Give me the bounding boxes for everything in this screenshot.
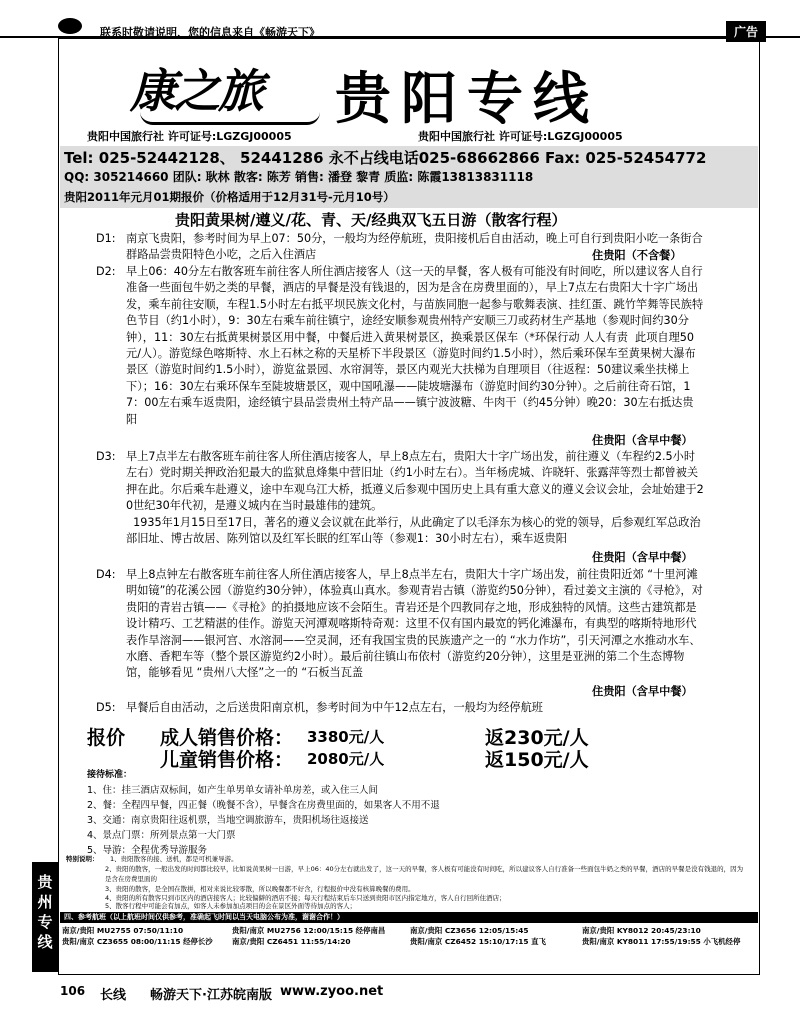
ad-tag: 广告 [726, 21, 766, 42]
flight-item: 南京/贵阳 MU2755 07:50/11:10 [62, 926, 184, 935]
flight-item: 贵阳/南京 CZ6452 15:10/17:15 直飞 [410, 937, 546, 946]
day-label: D1: [96, 232, 116, 245]
page-number: 106 [60, 984, 86, 998]
day-lodging: 住贵阳（含早中餐） [592, 434, 693, 447]
flight-item: 南京/贵阳 CZ6451 11:55/14:20 [232, 937, 351, 946]
tour-title: 贵阳黄果树/遵义/花、青、天/经典双飞五日游（散客行程） [175, 211, 567, 229]
day-lodging: 住贵阳（不含餐） [592, 249, 682, 262]
contact-staff: QQ: 305214660 团队: 耿林 散客: 陈芳 销售: 潘登 黎青 质监: 陈霞13813831118 [64, 170, 534, 184]
day-description: 早餐后自由活动，之后送贵阳南京机，参考时间为中午12点左右，一般均为经停航班 [126, 701, 543, 714]
standards-title: 接待标准： [87, 770, 133, 780]
section-side-tab: 贵州专线 [32, 862, 58, 972]
brand-logo: 康之旅 [130, 64, 262, 118]
day-label: D3: [96, 450, 116, 463]
child-rebate: 返150元/人 [485, 749, 589, 771]
standards-item: 3、交通：南京贵阳往返机票，当地空调旅游车，贵阳机场往返接送 [87, 815, 369, 826]
top-bar [0, 0, 800, 38]
footer-publication: 畅游天下·江苏皖南版 [150, 988, 272, 1003]
day-description: 早上8点钟左右散客班车前往客人所住酒店接客人，早上8点半左右，贵阳大十字广场出发，前往贵阳近郊 “十里河滩明如镜”的花溪公园（游览约30分钟），体验真山真水。参观青岩古镇（游览约50分钟），看过姜文主演的《寻枪》，对贵阳的青岩古镇——《寻枪》的拍摄地应该不会陌生。青岩还是个四教同存之地，形成独特的风情。这些古建筑都是设计精巧、工艺精湛的佳作。游览天河潭观喀斯特奇观：这里不仅有国内最宽的钙化滩瀑布，有典型的喀斯特地形代表作旱溶洞——银河宫、水溶洞——空灵洞，还有我国宝贵的民族遗产之一的 “水力作坊”，引天河潭之水推动水车、水磨、香粑车等（整个景区游览约2小时）。最后前往镇山布依村（游览约20分钟），这里是亚洲的第二个生态博物馆，能够看见 “贵州八大怪”之一的 “石板当瓦盖 [126, 568, 703, 680]
note-item: 1、贵阳散客的接、送机，都是可机兼导游。 [110, 855, 238, 863]
day-description: 早上7点半左右散客班车前往客人所住酒店接客人，早上8点左右，贵阳大十字广场出发，前往遵义（车程约2.5小时左右）党时期关押政治犯最大的监狱息烽集中营旧址（约1小时左右）。当年杨虎城、许晓轩、张露萍等烈士都曾被关押在此。尔后乘车赴遵义，途中车观乌江大桥，抵遵义后参观中国历史上具有重大意义的遵义会议会址，会址始建于20世纪30年代初，是遵义城内在当时最雄伟的建筑。 1935年1月15日至17日，著名的遵义会议就在此举行，从此确定了以毛泽东为核心的党的领导，后参观红军总政治部旧址、博古故居、陈列馆以及红军长眠的红军山等（参观1：30小时左右），乘车返贵阳 [126, 450, 704, 546]
brand-swoosh-icon [140, 112, 320, 125]
note-item: 4、贵阳的所有散客只到市区内的酒店接客人；比较偏僻的酒店不接；每天行程结束后车只送到贵阳市区内指定地方，客人自行回所住酒店； [105, 894, 506, 902]
day-label: D4: [96, 568, 116, 581]
day-lodging: 住贵阳（含早中餐） [592, 685, 693, 698]
footer-section: 长线 [100, 988, 127, 1003]
child-price: 2080元/人 [307, 750, 385, 768]
page-headline: 贵阳专线 [335, 66, 599, 132]
note-item: 2、贵阳的散客，一般出发的时间都比较早，比如说黄果树一日游，早上06：40分左右就出发了，这一天的早餐，客人极有可能没有时间吃，所以建议客人自行准备一些面包牛奶之类的早餐，酒店的早餐是没有钱退的，因为是含在房费里面的 [105, 865, 744, 883]
adult-price: 3380元/人 [307, 728, 385, 746]
day-lodging: 住贵阳（含早中餐） [592, 551, 693, 564]
note-item: 3、贵阳的散客，是全国在散拼，相对来说比较零散，所以晚餐都不好含，行程报价中没有核算晚餐的费用。 [105, 885, 415, 893]
day-label: D5: [96, 701, 116, 714]
child-price-label: 儿童销售价格： [160, 749, 294, 771]
standards-item: 5、导游：全程优秀导游服务 [87, 845, 208, 856]
adult-price-label: 成人销售价格： [160, 727, 294, 749]
day-description: 早上06：40分左右散客班车前往客人所住酒店接客人（这一天的早餐，客人极有可能没有时间吃，所以建议客人自行准备一些面包牛奶之类的早餐，酒店的早餐是没有钱退的，因为是含在房费里面的），早上7点左右贵阳大十字广场出发，乘车前往安顺，车程1.5小时左右抵平坝民族文化村，与苗族同胞一起参与歌舞表演、挂红蛋、跳竹竿舞等民族特色节目（约1小时），9：30左右乘车前往镇宁，途经安顺参观贵州特产安顺三刀或药材生产基地（参观时间约30分钟），11：30左右抵黄果树景区用中餐，中餐后进入黄果树景区，换乘景区保车（*环保行动 人人有责 此项自理50元/人）。游览绿色喀斯特、水上石林之称的天星桥下半段景区（游览时间约1.5小时），然后乘环保车至黄果树大瀑布景区（游览时间约1.5小时），游览盆景园、水帘洞等，景区内观光大扶梯为自理项目（往返程：50建议乘坐扶梯上下）；16：30左右乘环保车至陡坡塘景区，观中国吼瀑——陡坡塘瀑布（游览时间约30分钟）。之后前往奇石馆，17：00左右乘车返贵阳，途经镇宁县品尝贵州土特产品——镇宁波波糖、牛肉干（约45分钟）晚20：30左右抵达贵阳 [126, 265, 704, 426]
flight-item: 南京/贵阳 CZ3656 12:05/15:45 [410, 926, 529, 935]
note-item: 5、散客行程中可能会有加点，如客人未参加加点项目的会在景区外面等待加点的客人； [105, 902, 357, 910]
publication-logo-icon [58, 18, 82, 34]
flight-item: 贵阳/南京 KY8011 17:55/19:55 小飞机经停 [582, 937, 741, 946]
standards-item: 4、景点门票：所列景点第一大门票 [87, 830, 236, 841]
source-notice: 联系时敬请说明，您的信息来自《畅游天下》 [100, 26, 320, 39]
flight-item: 贵阳/南京 CZ3655 08:00/11:15 经停长沙 [62, 937, 213, 946]
footer-url: www.zyoo.net [280, 984, 384, 999]
license-left: 贵阳中国旅行社 许可证号:LGZGJ00005 [87, 130, 292, 143]
standards-item: 1、住：挂三酒店双标间，如产生单男单女请补单房差，或入住三人间 [87, 785, 379, 796]
adult-rebate: 返230元/人 [485, 727, 589, 749]
flight-item: 贵阳/南京 MU2756 12:00/15:15 经停南昌 [232, 926, 386, 935]
price-section-label: 报价 [87, 727, 126, 749]
notes-title: 特别说明： [66, 855, 99, 863]
price-period: 贵阳2011年元月01期报价（价格适用于12月31号-元月10号） [64, 190, 395, 204]
contact-phone: Tel: 025-52442128、 52441286 永不占线电话025-68662866 Fax: 025-52454772 [64, 149, 707, 167]
flights-header: 四、参考航班（以上航班时间仅供参考，准确起飞时间以当天电脑公布为准，谢谢合作！） [60, 912, 758, 923]
day-label: D2: [96, 265, 116, 278]
flight-item: 南京/贵阳 KY8012 20:45/23:10 [582, 926, 701, 935]
day-description: 南京飞贵阳，参考时间为早上07：50分，一般均为经停航班，贵阳接机后自由活动，晚上可自行到贵阳小吃一条街合群路品尝贵阳特色小吃，之后入住酒店 [126, 232, 703, 262]
standards-item: 2、餐：全程四早餐，四正餐（晚餐不含），早餐含在房费里面的，如果客人不用不退 [87, 800, 440, 811]
license-right: 贵阳中国旅行社 许可证号:LGZGJ00005 [418, 130, 623, 143]
